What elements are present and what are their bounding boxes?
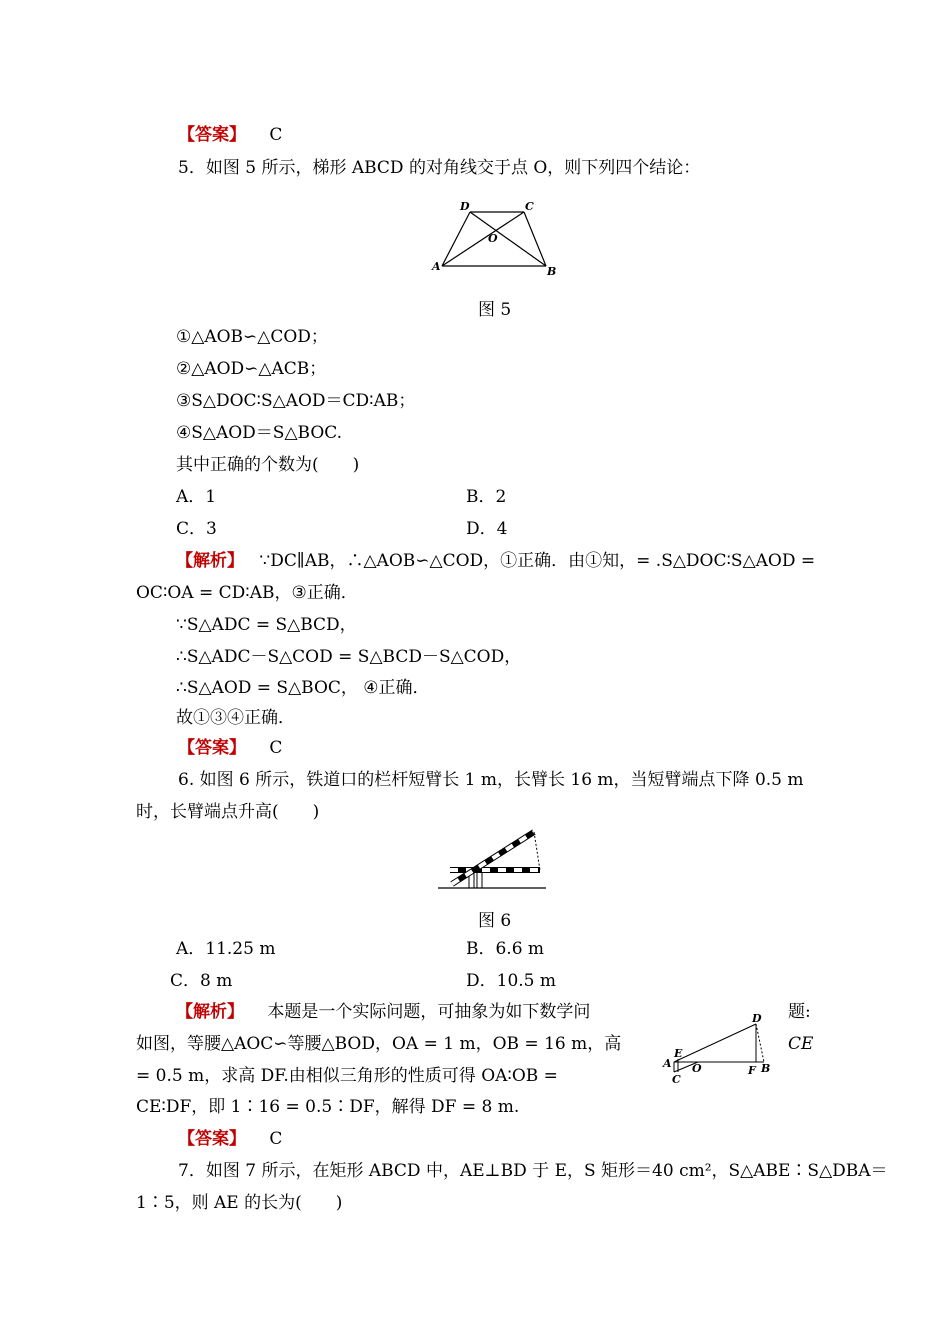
q6-analysis-line3: = 0.5 m，求高 DF.由相似三角形的性质可得 OA∶OB = (136, 1066, 558, 1086)
q6-option-d: D．10.5 m (466, 971, 557, 991)
statement-4: ④S△AOD＝S△BOC. (176, 423, 343, 443)
figure-5-caption: 图 5 (478, 300, 512, 320)
label-A: A (432, 260, 441, 273)
label-C: C (525, 200, 534, 213)
answer-line-q6 (178, 1128, 282, 1150)
q5-option-d: D．4 (466, 519, 508, 539)
answer-value: C (269, 738, 283, 758)
q5-analysis-line6: 故①③④正确． (176, 708, 295, 728)
q5-analysis-line1 (176, 550, 815, 572)
q7-line1: 7．如图 7 所示，在矩形 ABCD 中，AE⊥BD 于 E，S 矩形＝40 cm²，S△ABE∶S△DBA＝ (178, 1161, 888, 1181)
label-D: D (460, 200, 470, 213)
q5-analysis-line4: ∴S△ADC－S△COD = S△BCD－S△COD， (176, 647, 522, 667)
q6-analysis-text1: 本题是一个实际问题，可抽象为如下数学问 (267, 1002, 591, 1022)
q5-question: 其中正确的个数为( ) (176, 455, 360, 475)
q5-analysis-line2: OC∶OA = CD∶AB，③正确． (136, 583, 358, 603)
answer-label: 【答案】 (178, 1129, 246, 1149)
answer-line-q5 (178, 737, 282, 759)
q5-option-b: B．2 (466, 487, 507, 507)
label-B: B (761, 1062, 771, 1075)
label-C: C (672, 1073, 681, 1086)
answer-label: 【答案】 (178, 738, 246, 758)
label-F: F (748, 1064, 756, 1077)
label-B: B (547, 265, 557, 278)
q6-stem-line2: 时，长臂端点升高( ) (136, 802, 320, 822)
q5-stem: 5．如图 5 所示，梯形 ABCD 的对角线交于点 O，则下列四个结论： (178, 158, 701, 178)
label-E: E (674, 1047, 683, 1060)
answer-value: C (269, 125, 283, 145)
similar-triangles-figure (660, 1012, 778, 1088)
q6-analysis-line2: 如图，等腰△AOC∽等腰△BOD，OA = 1 m，OB = 16 m，高 (136, 1034, 622, 1054)
q6-option-a: A．11.25 m (176, 939, 276, 959)
figure-6-caption: 图 6 (478, 911, 512, 931)
q6-analysis-line4: CE∶DF，即 1∶16 = 0.5∶DF，解得 DF = 8 m. (136, 1097, 520, 1117)
answer-label: 【答案】 (178, 125, 246, 145)
analysis-label: 【解析】 (176, 1002, 244, 1022)
q5-analysis-line3: ∵S△ADC = S△BCD， (176, 615, 357, 635)
q5-analysis-line5: ∴S△AOD = S△BOC， ④正确． (176, 678, 430, 698)
q6-analysis-right1: 题: (788, 1002, 811, 1022)
analysis-label: 【解析】 (176, 551, 244, 571)
q6-option-c: C．8 m (170, 971, 233, 991)
statement-2: ②△AOD∽△ACB； (176, 359, 327, 379)
q6-option-b: B．6.6 m (466, 939, 545, 959)
label-O: O (692, 1062, 702, 1075)
label-A: A (663, 1057, 672, 1070)
q5-option-c: C．3 (176, 519, 217, 539)
q6-analysis-right2: CE (788, 1034, 814, 1054)
answer-line-q4 (178, 124, 282, 146)
statement-1: ①△AOB∽△COD； (176, 327, 328, 347)
q6-stem-line1: 6. 如图 6 所示，铁道口的栏杆短臂长 1 m，长臂长 16 m，当短臂端点下降 0.5 m (178, 770, 804, 790)
statement-3: ③S△DOC∶S△AOD＝CD∶AB； (176, 391, 416, 411)
trapezoid-figure (428, 198, 563, 282)
q7-line2: 1∶5，则 AE 的长为( ) (136, 1193, 343, 1213)
answer-value: C (269, 1129, 283, 1149)
q6-analysis-line1 (176, 1001, 590, 1023)
q5-analysis-text1: ∵DC∥AB，∴△AOB∽△COD，①正确．由①知，= .S△DOC∶S△AOD = (259, 551, 816, 571)
q5-option-a: A．1 (176, 487, 217, 507)
label-D: D (752, 1012, 762, 1025)
railway-barrier-figure (436, 826, 548, 892)
label-O: O (488, 232, 498, 245)
